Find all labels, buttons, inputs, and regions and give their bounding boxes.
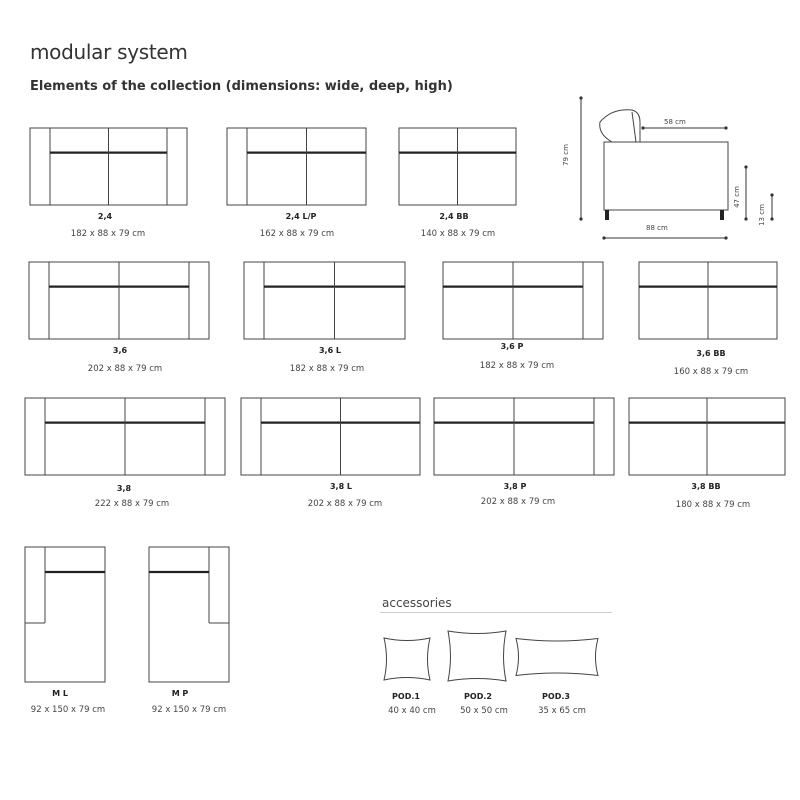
element-dims-3-6-bb: 160 x 88 x 79 cm bbox=[673, 367, 749, 377]
accessory-dims-pod-2: 50 x 50 cm bbox=[460, 706, 508, 716]
chaise-m-l-outline bbox=[25, 547, 105, 682]
element-name-3-8: 3,8 bbox=[116, 484, 132, 493]
dim-seat-depth-end-b bbox=[724, 126, 727, 129]
element-dims-2-4-bb: 140 x 88 x 79 cm bbox=[420, 229, 496, 239]
accessory-name-pod-1: POD.1 bbox=[392, 692, 420, 701]
side-view-leg-back bbox=[720, 210, 724, 220]
chaise-m-p-outline bbox=[149, 547, 229, 682]
dim-seat-height-end-b bbox=[744, 217, 747, 220]
element-name-3-6-l: 3,6 L bbox=[318, 346, 342, 355]
element-dims-2-4: 182 x 88 x 79 cm bbox=[70, 229, 146, 239]
element-name-3-8-l: 3,8 L bbox=[329, 482, 353, 491]
seat-depth-label: 58 cm bbox=[664, 118, 686, 126]
accessory-dims-pod-3: 35 x 65 cm bbox=[538, 706, 586, 716]
side-view-leg-front bbox=[605, 210, 609, 220]
dim-leg-height-end-b bbox=[770, 217, 773, 220]
element-name-3-6: 3,6 bbox=[112, 346, 128, 355]
element-dims-3-8-l: 202 x 88 x 79 cm bbox=[307, 499, 383, 509]
element-name-m-l: M L bbox=[52, 689, 68, 698]
element-name-2-4-bb: 2,4 BB bbox=[439, 212, 469, 221]
accessories-title: accessories bbox=[382, 596, 452, 610]
sofa-2-4-lp-outline bbox=[227, 128, 366, 205]
dim-total-depth-end-a bbox=[602, 236, 605, 239]
element-name-2-4-lp: 2,4 L/P bbox=[285, 212, 317, 221]
dim-total-height-end-b bbox=[579, 217, 582, 220]
seat-height-label: 47 cm bbox=[732, 186, 741, 208]
side-view-body bbox=[604, 142, 728, 210]
element-dims-3-8-p: 202 x 88 x 79 cm bbox=[480, 497, 556, 507]
page-title: modular system bbox=[30, 40, 188, 64]
pillow-pod-2 bbox=[448, 631, 506, 681]
accessory-name-pod-3: POD.3 bbox=[542, 692, 570, 701]
element-dims-3-6-p: 182 x 88 x 79 cm bbox=[479, 361, 555, 371]
element-name-3-6-p: 3,6 P bbox=[500, 342, 524, 351]
leg-height-label: 13 cm bbox=[757, 204, 766, 226]
dim-seat-depth-end-a bbox=[641, 126, 644, 129]
element-dims-2-4-lp: 162 x 88 x 79 cm bbox=[259, 229, 335, 239]
element-dims-3-6: 202 x 88 x 79 cm bbox=[87, 364, 163, 374]
element-dims-m-p: 92 x 150 x 79 cm bbox=[151, 705, 227, 715]
dim-seat-height-end-a bbox=[744, 165, 747, 168]
sofa-3-8-p-outline bbox=[434, 398, 614, 475]
page-subtitle: Elements of the collection (dimensions: wide, deep, high) bbox=[30, 79, 453, 94]
element-name-3-8-bb: 3,8 BB bbox=[691, 482, 721, 491]
element-dims-m-l: 92 x 150 x 79 cm bbox=[30, 705, 106, 715]
element-name-2-4: 2,4 bbox=[97, 212, 113, 221]
accessories-divider bbox=[380, 612, 612, 613]
total-depth-label: 88 cm bbox=[646, 224, 668, 232]
accessory-name-pod-2: POD.2 bbox=[464, 692, 492, 701]
element-name-3-8-p: 3,8 P bbox=[503, 482, 527, 491]
pillow-pod-1 bbox=[384, 638, 430, 680]
sofa-3-6-p-outline bbox=[443, 262, 603, 339]
sofa-3-6-l-outline bbox=[244, 262, 405, 339]
accessory-dims-pod-1: 40 x 40 cm bbox=[388, 706, 436, 716]
element-dims-3-8: 222 x 88 x 79 cm bbox=[94, 499, 170, 509]
dim-total-depth-end-b bbox=[724, 236, 727, 239]
total-height-label: 79 cm bbox=[561, 144, 570, 166]
element-dims-3-8-bb: 180 x 88 x 79 cm bbox=[675, 500, 751, 510]
sofa-3-8-l-outline bbox=[241, 398, 420, 475]
pillow-pod-3 bbox=[516, 639, 598, 676]
dim-leg-height-end-a bbox=[770, 193, 773, 196]
side-view-backrest-crease bbox=[632, 112, 636, 142]
dim-total-height-end-a bbox=[579, 96, 582, 99]
element-name-m-p: M P bbox=[171, 689, 189, 698]
element-dims-3-6-l: 182 x 88 x 79 cm bbox=[289, 364, 365, 374]
element-name-3-6-bb: 3,6 BB bbox=[696, 349, 726, 358]
